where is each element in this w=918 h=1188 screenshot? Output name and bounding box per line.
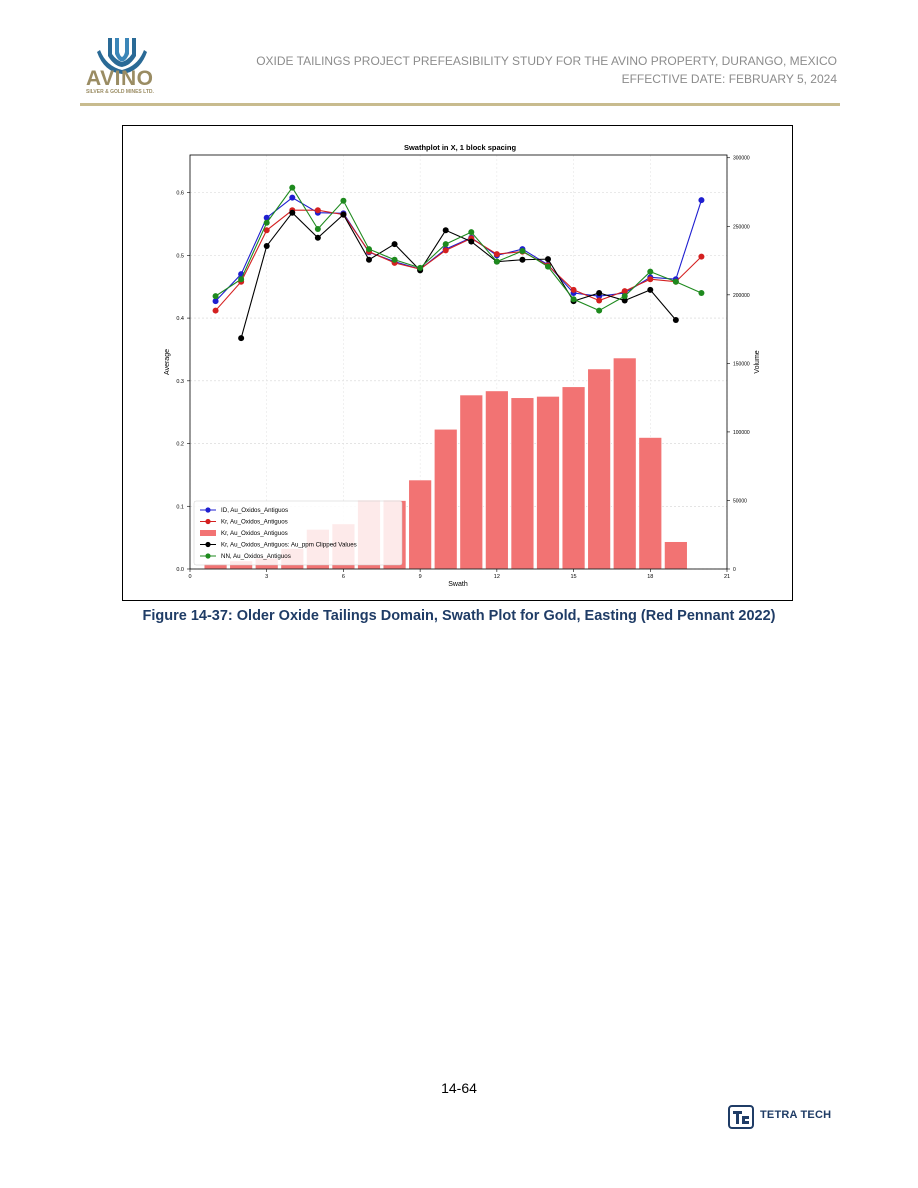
y2-tick-label: 200000 <box>733 292 750 299</box>
series-point <box>264 243 270 249</box>
legend-label: ID, Au_Oxidos_Antiguos <box>221 507 289 515</box>
tetra-tech-logo-icon <box>728 1105 754 1129</box>
series-point <box>264 220 270 226</box>
volume-bar <box>434 429 457 569</box>
series-point <box>238 335 244 341</box>
series-point <box>289 210 295 216</box>
series-point <box>417 265 423 271</box>
y-tick-label: 0.3 <box>176 378 184 385</box>
series-point <box>366 257 372 263</box>
series-point <box>289 185 295 191</box>
series-point <box>443 227 449 233</box>
series-point <box>673 317 679 323</box>
legend-swatch-marker <box>205 519 210 524</box>
series-point <box>596 290 602 296</box>
legend-label: Kr, Au_Oxidos_Antiguos: Au_ppm Clipped Values <box>221 541 357 549</box>
legend-swatch-marker <box>205 542 210 547</box>
series-point <box>494 251 500 257</box>
volume-bar <box>639 437 662 569</box>
legend-swatch-marker <box>205 507 210 512</box>
figure-frame <box>122 125 793 601</box>
y-tick-label: 0.2 <box>176 441 184 448</box>
series-point <box>673 279 679 285</box>
series-point <box>545 264 551 270</box>
series-point <box>494 259 500 265</box>
volume-bar <box>562 387 585 569</box>
chart-title: Swathplot in X, 1 block spacing <box>403 143 517 152</box>
avino-logo-word: AVINO <box>86 67 154 90</box>
series-point <box>698 254 704 260</box>
volume-bar <box>485 391 508 569</box>
series-point <box>443 247 449 253</box>
y2-tick-label: 150000 <box>733 361 750 368</box>
series-point <box>545 256 551 262</box>
y-tick-label: 0.4 <box>176 316 184 323</box>
series-point <box>315 226 321 232</box>
x-tick-label: 3 <box>265 574 269 580</box>
x-tick-label: 21 <box>723 574 731 580</box>
chart-legend <box>194 501 402 565</box>
y2-tick-label: 300000 <box>733 155 750 162</box>
y-tick-label: 0.6 <box>176 190 184 197</box>
series-point <box>647 269 653 275</box>
y2-tick-label: 50000 <box>733 498 747 505</box>
volume-bar <box>536 396 559 569</box>
series-point <box>647 276 653 282</box>
series-point <box>443 241 449 247</box>
series-point <box>315 207 321 213</box>
series-line <box>241 213 676 338</box>
legend-label: Kr, Au_Oxidos_Antiguos <box>221 518 288 526</box>
series-point <box>596 298 602 304</box>
series-point <box>340 212 346 218</box>
series-point <box>622 293 628 299</box>
volume-bar <box>409 480 432 569</box>
series-point <box>340 198 346 204</box>
series-point <box>289 195 295 201</box>
x-tick-label: 18 <box>647 574 654 580</box>
series-point <box>647 287 653 293</box>
series-point <box>315 235 321 241</box>
series-point <box>519 257 525 263</box>
y-tick-label: 0.1 <box>176 504 184 511</box>
effective-date: EFFECTIVE DATE: FEBRUARY 5, 2024 <box>621 72 837 86</box>
series-line <box>216 210 702 310</box>
series-point <box>698 290 704 296</box>
series-point <box>571 287 577 293</box>
volume-bar <box>460 395 483 569</box>
series-point <box>392 257 398 263</box>
swath-plot-chart <box>123 126 792 600</box>
series-line <box>216 188 702 311</box>
y-axis-label: Average <box>164 349 171 375</box>
x-axis-label: Swath <box>448 581 468 588</box>
header-divider <box>80 103 840 106</box>
series-point <box>596 308 602 314</box>
report-title: OXIDE TAILINGS PROJECT PREFEASIBILITY STUDY FOR THE AVINO PROPERTY, DURANGO, MEXICO <box>256 54 837 68</box>
page-number: 14-64 <box>441 1080 477 1096</box>
y2-axis-label: Volume <box>754 350 761 374</box>
x-tick-label: 12 <box>493 574 500 580</box>
series-point <box>571 296 577 302</box>
x-tick-label: 0 <box>188 574 192 580</box>
tetra-tech-wordmark: TETRA TECH <box>760 1109 832 1121</box>
series-point <box>213 293 219 299</box>
legend-swatch-bar <box>200 530 216 536</box>
legend-label: NN, Au_Oxidos_Antiguos <box>221 553 291 561</box>
x-tick-label: 6 <box>341 574 345 580</box>
y-tick-label: 0.0 <box>176 567 184 573</box>
avino-logo-subtitle: SILVER & GOLD MINES LTD. <box>86 89 154 95</box>
series-point <box>392 241 398 247</box>
legend-swatch-marker <box>205 553 210 558</box>
y2-tick-label: 0 <box>733 567 736 573</box>
series-point <box>468 239 474 245</box>
x-tick-label: 15 <box>570 574 577 580</box>
x-tick-label: 9 <box>418 574 422 580</box>
volume-bar <box>613 358 636 569</box>
volume-bar <box>511 398 534 569</box>
series-point <box>519 248 525 254</box>
series-point <box>238 276 244 282</box>
series-point <box>468 229 474 235</box>
legend-label: Kr, Au_Oxidos_Antiguos <box>221 530 288 538</box>
series-point <box>698 197 704 203</box>
series-point <box>366 246 372 252</box>
volume-bar <box>664 542 687 569</box>
volume-bar <box>588 369 611 569</box>
series-point <box>213 308 219 314</box>
y2-tick-label: 100000 <box>733 429 750 436</box>
y2-tick-label: 250000 <box>733 224 750 231</box>
figure-caption: Figure 14-37: Older Oxide Tailings Domain, Swath Plot for Gold, Easting (Red Pennant 2022) <box>142 608 776 624</box>
y-tick-label: 0.5 <box>176 253 184 260</box>
